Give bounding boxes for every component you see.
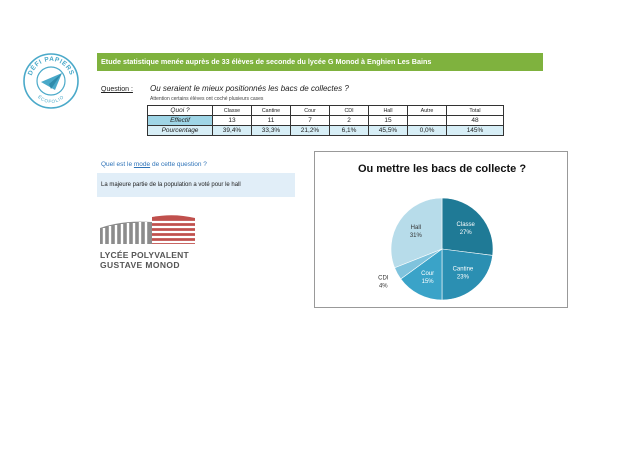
table-cell: 7	[291, 116, 330, 126]
pie-label-category: CDI	[378, 275, 389, 282]
school-name-line1: LYCÉE POLYVALENT	[100, 250, 189, 260]
table-header-cell: Classe	[213, 106, 252, 116]
pie-label-category: Classe	[456, 222, 475, 229]
table-cell: Effectif	[148, 116, 213, 126]
school-name-line2: GUSTAVE MONOD	[100, 260, 180, 270]
mode-question-suffix: de cette question ?	[150, 161, 207, 168]
mode-question	[101, 161, 207, 168]
defi-papiers-logo	[22, 52, 80, 110]
pie-label-value: 27%	[459, 230, 472, 237]
table-cell: 145%	[447, 126, 504, 136]
pie-label-value: 23%	[456, 274, 469, 281]
table-cell: 21,2%	[291, 126, 330, 136]
pie-chart-panel	[314, 151, 568, 308]
study-banner: Etude statistique menée auprès de 33 élèves de seconde du lycée G Monod à Enghien Les Bains	[97, 53, 543, 71]
table-cell: 13	[213, 116, 252, 126]
school-logo-graphic	[100, 215, 195, 244]
table-header-cell: Cantine	[252, 106, 291, 116]
question-label: Question :	[101, 86, 133, 93]
table-header-cell: CDI	[330, 106, 369, 116]
table-cell: 33,3%	[252, 126, 291, 136]
table-header-cell: Hall	[369, 106, 408, 116]
table-cell: 45,5%	[369, 126, 408, 136]
table-header-cell: Cour	[291, 106, 330, 116]
table-cell: 48	[447, 116, 504, 126]
pie-label-category: Cantine	[452, 266, 474, 273]
table-cell: 2	[330, 116, 369, 126]
mode-link[interactable]: mode	[133, 161, 151, 168]
table-cell: 0,0%	[408, 126, 447, 136]
table-row	[148, 126, 504, 136]
pie-label-category: Cour	[421, 271, 435, 278]
table-cell: Pourcentage	[148, 126, 213, 136]
question-note: Attention certains élèves ont coché plusieurs cases	[150, 96, 264, 102]
question-text: Ou seraient le mieux positionnés les bacs de collectes ?	[150, 84, 349, 93]
pie-chart	[315, 152, 569, 309]
answer-box: La majeure partie de la population a voté pour le hall	[97, 173, 295, 197]
stats-table	[147, 105, 504, 136]
mode-question-prefix: Quel est le	[101, 161, 134, 168]
table-cell: 15	[369, 116, 408, 126]
table-cell: 11	[252, 116, 291, 126]
table-cell: 6,1%	[330, 126, 369, 136]
table-header-cell: Total	[447, 106, 504, 116]
paper-plane-icon	[41, 73, 62, 90]
pie-label-category: Hall	[410, 225, 422, 232]
chart-title: Ou mettre les bacs de collecte ?	[357, 163, 527, 175]
pie-label-value: 4%	[378, 283, 388, 290]
pie-label-value: 15%	[421, 279, 434, 286]
pie-label-value: 31%	[409, 233, 422, 240]
table-row	[148, 116, 504, 126]
table-cell	[408, 116, 447, 126]
table-header-cell: Autre	[408, 106, 447, 116]
table-cell: 39,4%	[213, 126, 252, 136]
table-header-row	[148, 106, 504, 116]
logo-top-text: DÉFI PAPIERS	[26, 55, 76, 77]
logo-bottom-text: ÉCOFOLIO	[36, 94, 66, 105]
table-header-cell: Quoi ?	[148, 106, 213, 116]
